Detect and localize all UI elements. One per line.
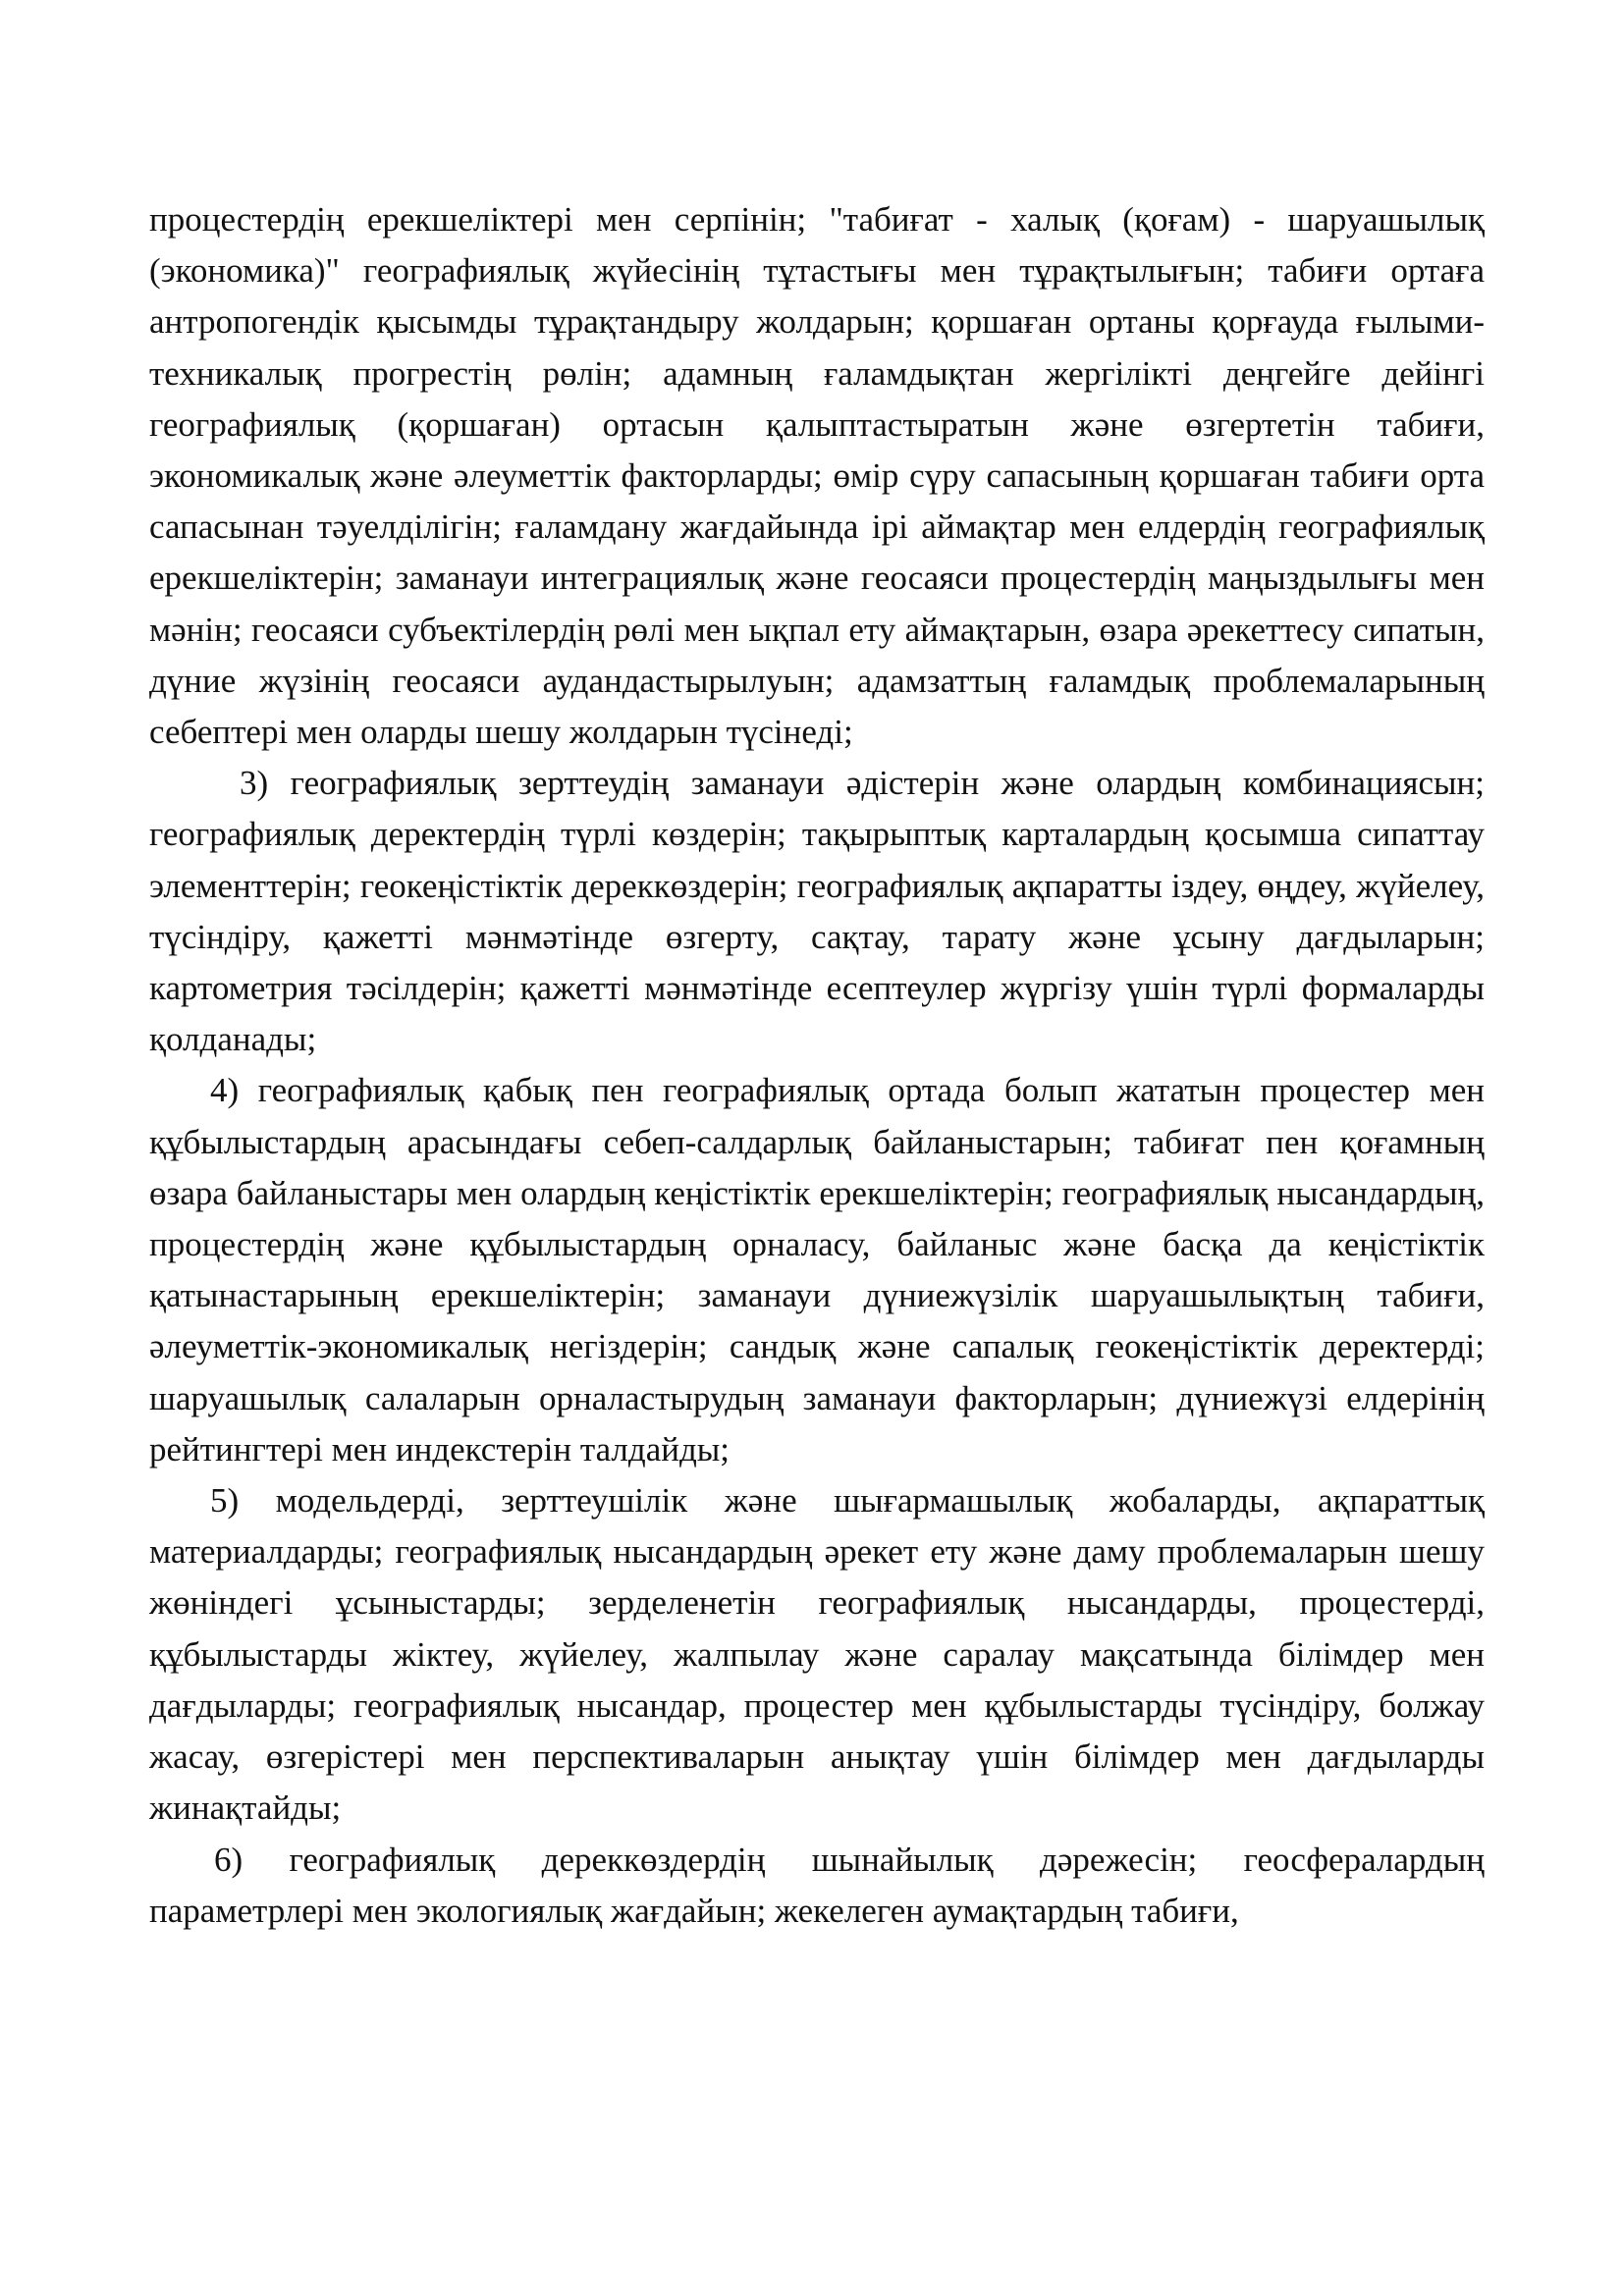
paragraph-item-4: 4) географиялық қабық пен географиялық ортада болып жататын процестер мен құбылыстардың арасындағы себеп-салдарлық байланыстарын; табиғат пен қоғамның өзара байланыстары мен олардың кеңістіктік ерекшеліктерін; географиялық нысандардың, процестердің және құбылыстардың орналасу, байланыс және басқа да кеңістіктік қатынастарының ерекшеліктерін; заманауи дүниежүзілік шаруашылықтың табиғи, әлеуметтік-экономикалық негіздерін; сандық және сапалық геокеңістіктік деректерді; шаруашылық салаларын орналастырудың заманауи факторларын; дүниежүзі елдерінің рейтингтері мен индекстерін талдайды;: [149, 1071, 1485, 1468]
document-body: [149, 194, 1485, 1937]
paragraph-item-5: 5) модельдерді, зерттеушілік және шығармашылық жобаларды, ақпараттық материалдарды; географиялық нысандардың әрекет ету және даму проблемаларын шешу жөніндегі ұсыныстарды; зерделенетін географиялық нысандарды, процестерді, құбылыстарды жіктеу, жүйелеу, жалпылау және саралау мақсатында білімдер мен дағдыларды; географиялық нысандар, процестер мен құбылыстарды түсіндіру, болжау жасау, өзгерістері мен перспективаларын анықтау үшін білімдер мен дағдыларды жинақтайды;: [149, 1481, 1485, 1828]
paragraph-continuation: процестердің ерекшеліктері мен серпінін; "табиғат - халық (қоғам) - шаруашылық (экономика)" географиялық жүйесінің тұтастығы мен тұрақтылығын; табиғи ортаға антропогендік қысымды тұрақтандыру жолдарын; қоршаған ортаны қорғауда ғылыми-техникалық прогрестің рөлін; адамның ғаламдықтан жергілікті деңгейге дейінгі географиялық (қоршаған) ортасын қалыптастыратын және өзгертетін табиғи, экономикалық және әлеуметтік факторларды; өмір сүру сапасының қоршаған табиғи орта сапасынан тәуелділігін; ғаламдану жағдайында ірі аймақтар мен елдердің географиялық ерекшеліктерін; заманауи интеграциялық және геосаяси процестердің маңыздылығы мен мәнін; геосаяси субъектілердің рөлі мен ықпал ету аймақтарын, өзара әрекеттесу сипатын, дүние жүзінің геосаяси аудандастырылуын; адамзаттың ғаламдық проблемаларының себептері мен оларды шешу жолдарын түсінеді;: [149, 200, 1485, 752]
paragraph-item-6: 6) географиялық дереккөздердің шынайылық дәрежесін; геосфералардың параметрлері мен экологиялық жағдайын; жекелеген аумақтардың табиғи,: [149, 1840, 1485, 1930]
paragraph-item-3: 3) географиялық зерттеудің заманауи әдістерін және олардың комбинациясын; географиялық деректердің түрлі көздерін; тақырыптық карталардың қосымша сипаттау элементтерін; геокеңістіктік дереккөздерін; географиялық ақпаратты іздеу, өңдеу, жүйелеу, түсіндіру, қажетті мәнмәтінде өзгерту, сақтау, тарату және ұсыну дағдыларын; картометрия тәсілдерін; қажетті мәнмәтінде есептеулер жүргізу үшін түрлі формаларды қолданады;: [149, 764, 1485, 1059]
